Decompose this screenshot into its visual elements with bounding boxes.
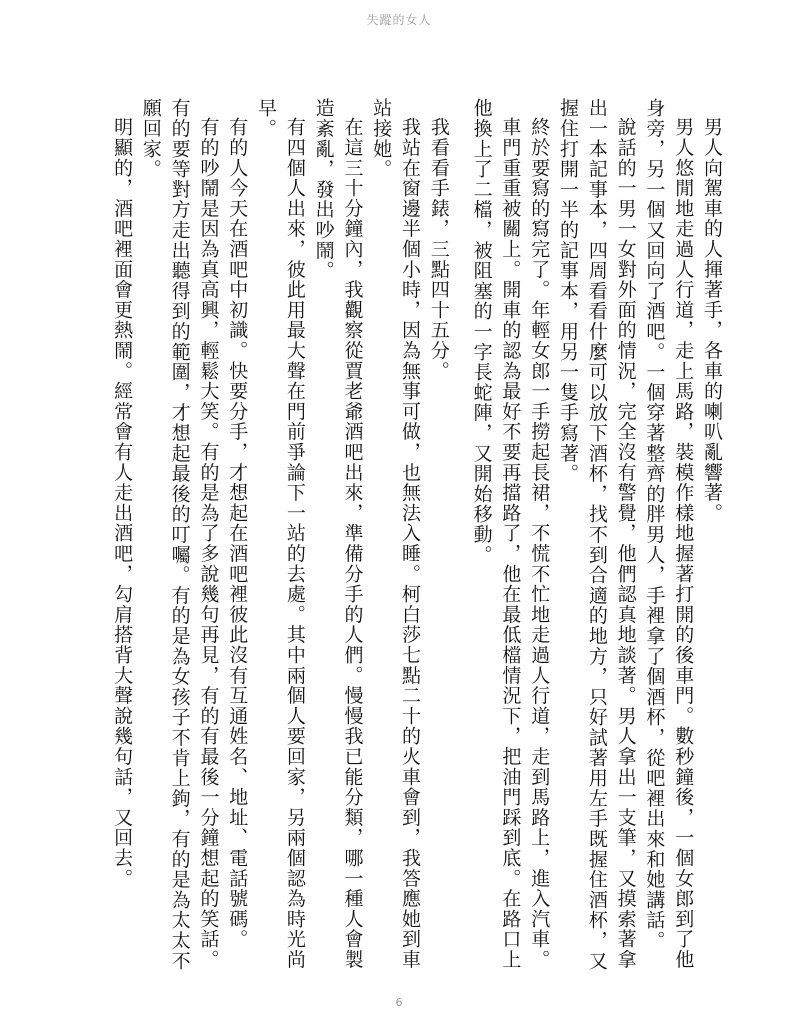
paragraph-4: 終於要寫的寫完了。年輕女郎一手撈起長裙，不慌不忙地走過人行道，走到馬路上，進入汽車。: [528, 117, 551, 970]
paragraph-2: 男人悠閒地走過人行道，走上馬路，裝模作樣地握著打開的後車門。數秒鐘後，一個女郎到了他身旁，另一個又回向了酒吧。一個穿著整齊的胖男人，手裡拿了個酒杯，從吧裡出來和她講話。: [643, 98, 695, 970]
paragraph-8: 在這三十分鐘內，我觀察從賈老爺酒吧出來，準備分手的人們。慢慢我已能分類，哪一種人會製造紊亂，發出吵鬧。: [312, 98, 364, 970]
paragraph-3: 說話的一男一女對外面的情況，完全沒有警覺，他們認真地談著。男人拿出一支筆，又摸索著拿出一本記事本，四周看看什麼可以放下酒杯，找不到合適的地方，只好試著用左手既握住酒杯，又握住打開一半的記事本，用另一隻手寫著。: [557, 98, 637, 971]
running-header: 失蹤的女人: [366, 13, 432, 27]
page-number: 6: [395, 996, 403, 1009]
paragraph-1: 男人向駕車的人揮著手，各車的喇叭亂響著。: [701, 117, 723, 523]
paragraph-7: 我站在窗邊半個小時，因為無事可做，也無法入睡。柯白莎七點二十的火車會到，我答應她到車站接她。: [370, 98, 422, 970]
paragraph-10: 有的人今天在酒吧中初識。快要分手，才想起在酒吧裡彼此沒有互通姓名、地址、電話號碼。: [226, 117, 249, 950]
paragraph-6: 我看看手錶，三點四十五分。: [427, 117, 450, 381]
vertical-text-body: [86, 98, 726, 978]
paragraph-12: 明顯的，酒吧裡面會更熱鬧。經常會有人走出酒吧，勾肩搭背大聲說幾句話，又回去。: [111, 117, 134, 889]
paragraph-11: 有的吵鬧是因為真高興，輕鬆大笑。有的是為了多說幾句再見，有的有最後一分鐘想起的笑話。有的要等對方走出聽得到的範圍，才想起最後的叮囑。有的是為女孩子不肯上鉤，有的是為太太不願回家。: [139, 98, 220, 971]
paragraph-9: 有四個人出來，彼此用最大聲在門前爭論下一站的去處。其中兩個人要回家，另兩個認為時光尚早。: [255, 98, 306, 970]
paragraph-5: 車門重重被關上。開車的認為最好不要再擋路了，他在最低檔情況下，把油門踩到底。在路口上他換上了二檔，被阻塞的一字長蛇陣，又開始移動。: [470, 98, 522, 970]
